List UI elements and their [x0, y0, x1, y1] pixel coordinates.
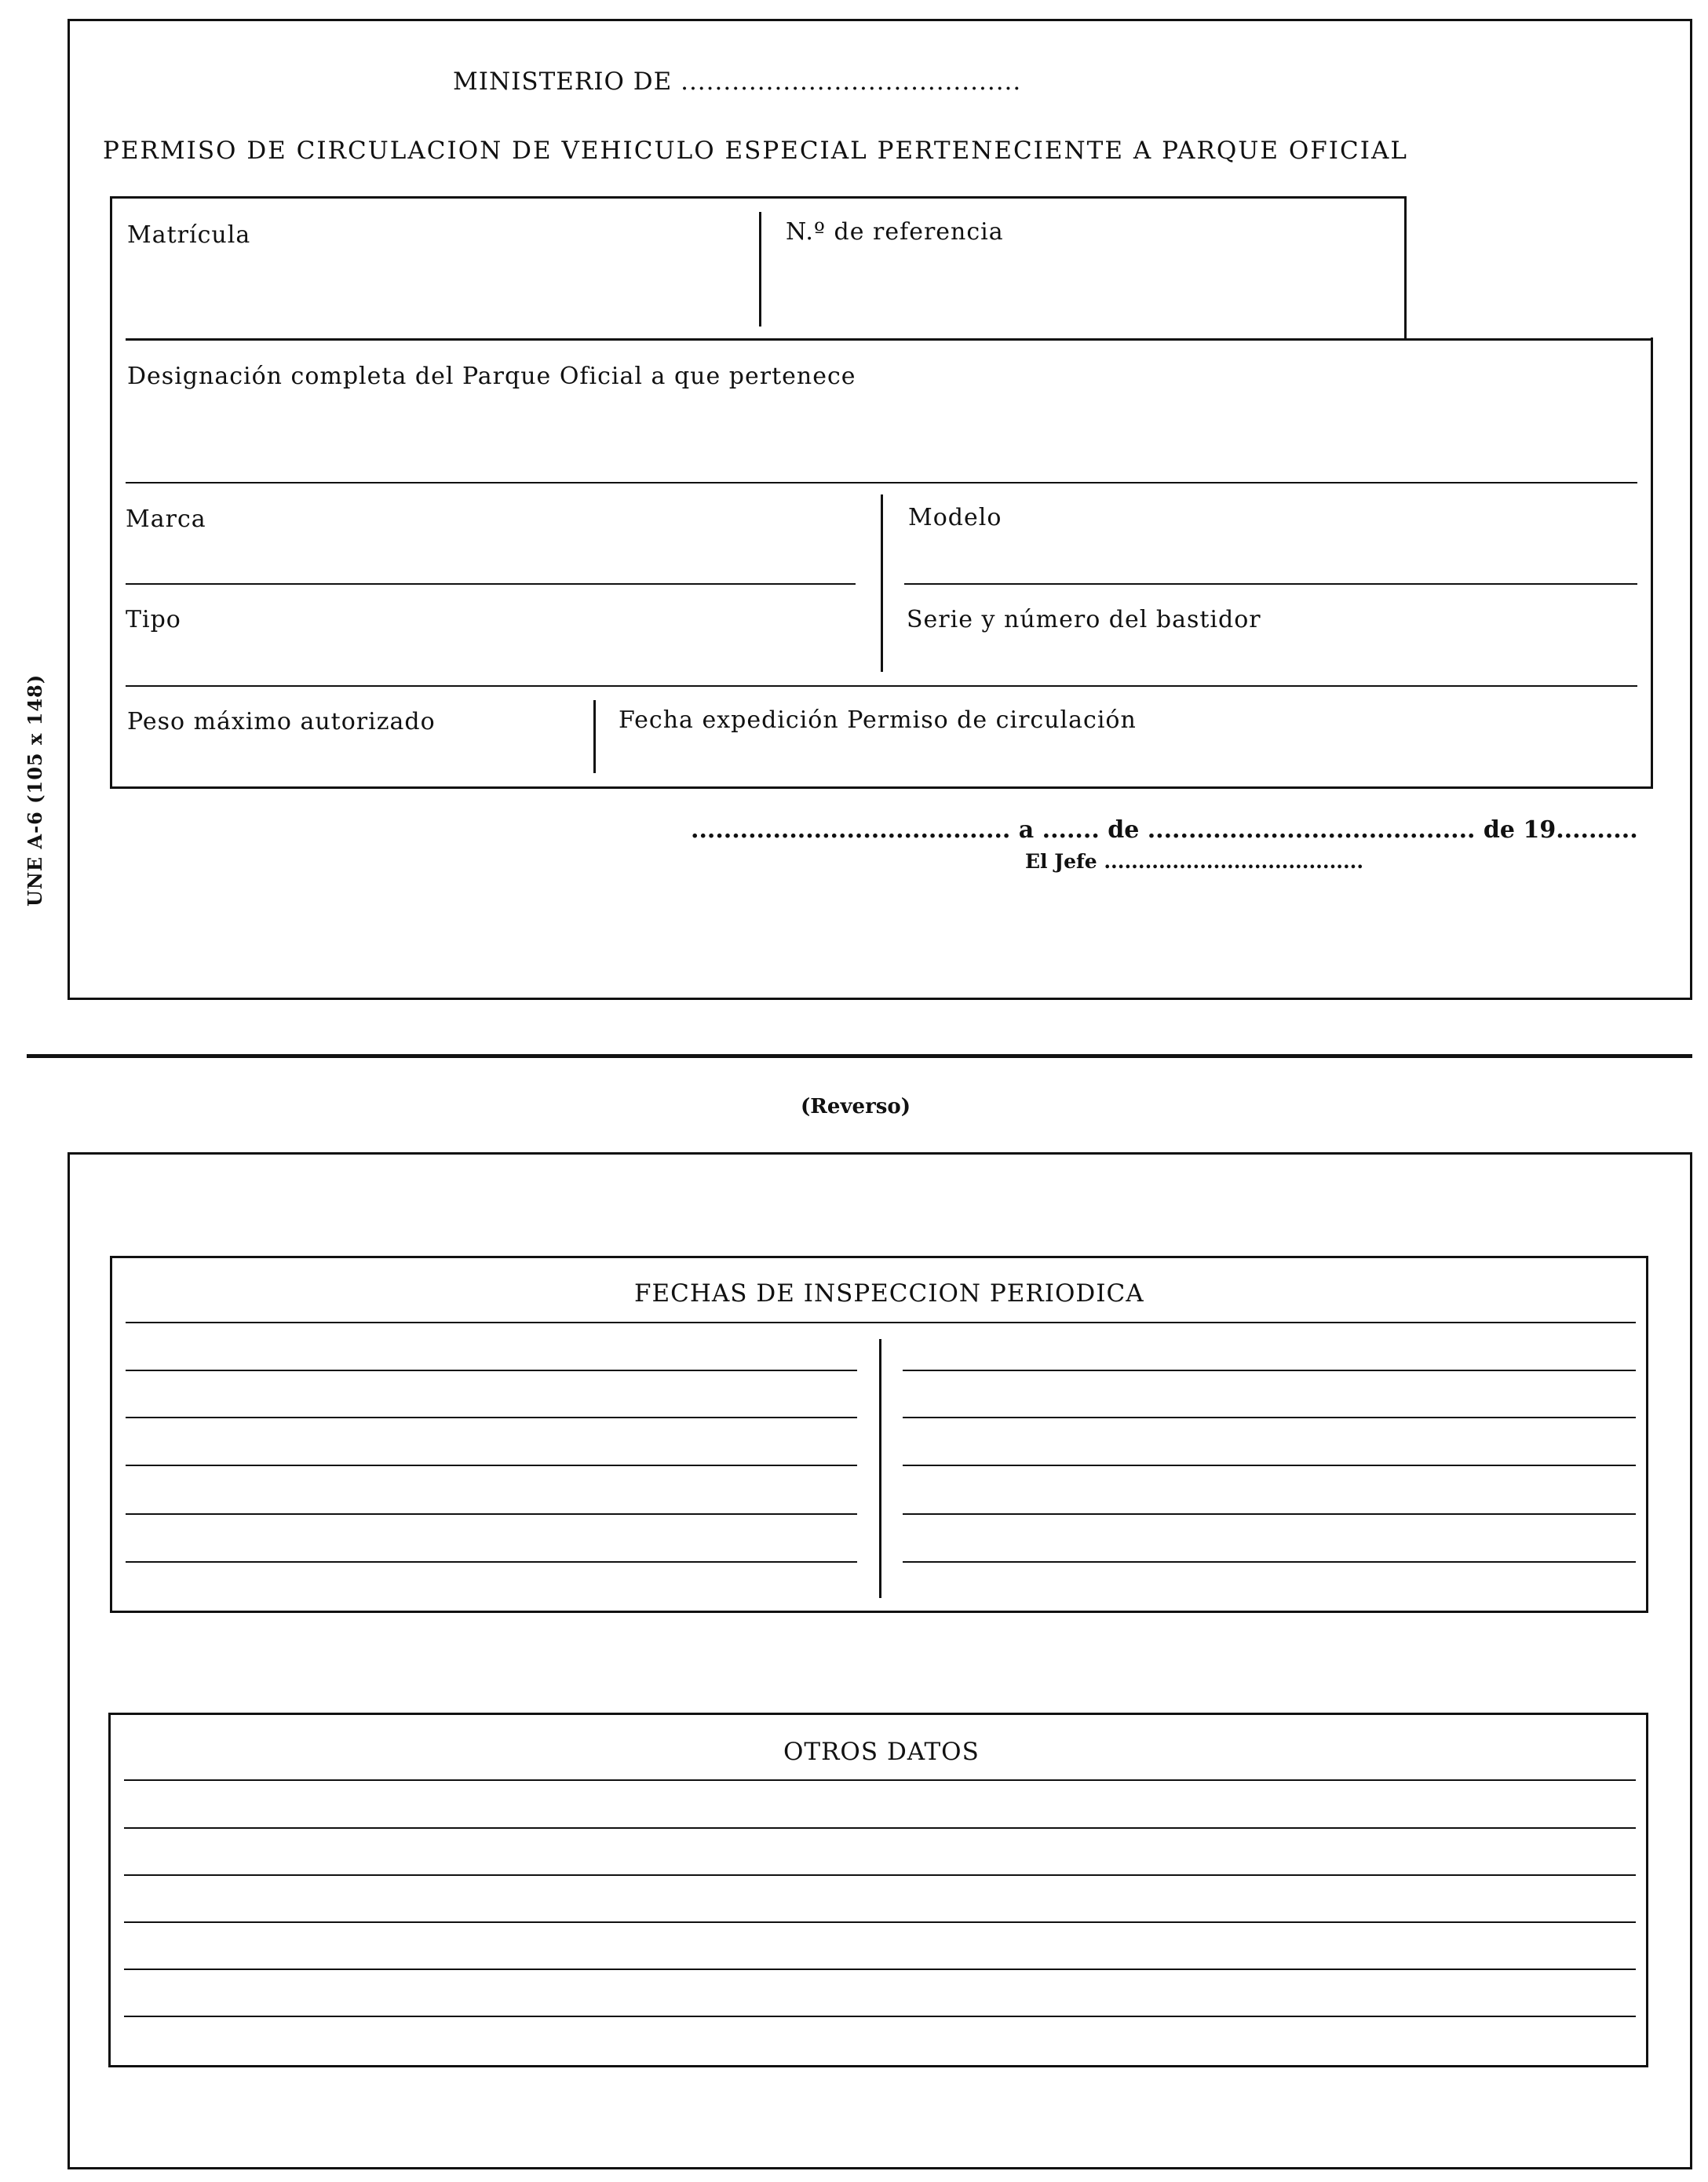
permit-title: PERMISO DE CIRCULACION DE VEHICULO ESPECIAL PERTENECIENTE A PARQUE OFICIAL	[103, 137, 1408, 165]
other-data-title: OTROS DATOS	[783, 1738, 980, 1766]
inspection-row-line	[903, 1561, 1636, 1563]
vehicle-data-top-line	[126, 338, 1653, 341]
ministry-line: MINISTERIO DE ........................................	[453, 68, 1022, 96]
signature-line: El Jefe ......................................	[1025, 850, 1364, 873]
form-code-side-label: UNE A-6 (105 x 148)	[24, 673, 46, 907]
cut-separator-line	[27, 1054, 1692, 1058]
field-matricula-label: Matrícula	[127, 221, 251, 249]
other-data-line	[124, 1969, 1636, 1970]
peso-fecha-divider	[593, 700, 596, 773]
marca-modelo-divider	[881, 494, 883, 672]
registration-divider	[759, 212, 761, 327]
field-peso-label: Peso máximo autorizado	[127, 708, 436, 735]
inspection-dates-title: FECHAS DE INSPECCION PERIODICA	[634, 1279, 1144, 1308]
inspection-row-line	[903, 1513, 1636, 1515]
field-referencia-label: N.º de referencia	[786, 218, 1004, 246]
inspection-row-line	[903, 1370, 1636, 1371]
inspection-row-line	[126, 1465, 857, 1466]
inspection-row-line	[126, 1417, 857, 1418]
field-serie-label: Serie y número del bastidor	[907, 606, 1261, 633]
other-data-line	[124, 1827, 1636, 1829]
inspection-row-line	[126, 1561, 857, 1563]
inspection-title-underline	[126, 1322, 1636, 1323]
registration-box	[110, 196, 1407, 341]
inspection-row-line	[126, 1513, 857, 1515]
field-modelo-label: Modelo	[908, 504, 1002, 531]
field-designacion-label: Designación completa del Parque Oficial a que pertenece	[127, 363, 856, 390]
field-marca-label: Marca	[126, 505, 206, 533]
reverse-label: (Reverso)	[801, 1095, 911, 1118]
modelo-underline	[904, 583, 1637, 585]
field-tipo-label: Tipo	[126, 606, 181, 633]
other-data-line	[124, 1921, 1636, 1923]
inspection-row-line	[126, 1370, 857, 1371]
other-data-line	[124, 1779, 1636, 1781]
designacion-underline	[126, 482, 1637, 483]
other-data-line	[124, 2016, 1636, 2017]
field-fecha-label: Fecha expedición Permiso de circulación	[619, 706, 1137, 734]
marca-underline	[126, 583, 856, 585]
inspection-column-divider	[879, 1339, 881, 1598]
tipo-serie-underline	[126, 685, 1637, 687]
inspection-row-line	[903, 1417, 1636, 1418]
other-data-line	[124, 1874, 1636, 1876]
inspection-row-line	[903, 1465, 1636, 1466]
date-place-line: ....................................... a ....... de ........................................ de 19..........	[691, 816, 1638, 844]
